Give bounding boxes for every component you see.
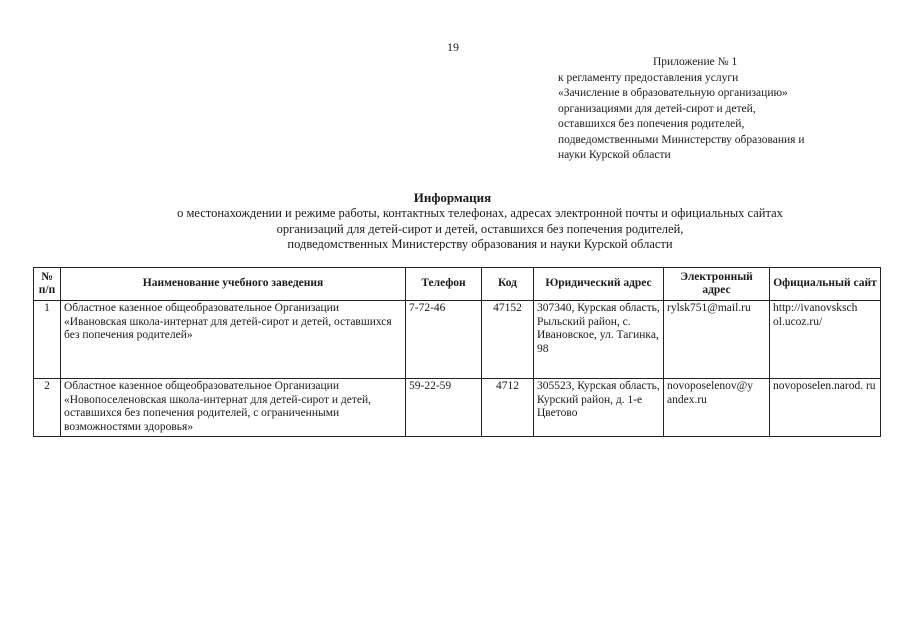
appendix-line: организациями для детей-сирот и детей, [558,102,756,115]
cell-name: Областное казенное общеобразовательное Организации «Ивановская школа-интернат для детей-сирот и детей, оставшихся без попечения родителей» [61,301,406,379]
table-header-row [34,268,881,301]
appendix-line: «Зачисление в образовательную организацию» [558,87,788,99]
subtitle-line: организаций для детей-сирот и детей, оставшихся без попечения родителей, [276,221,684,236]
document-subtitle [60,206,900,253]
cell-code: 47152 [482,301,534,379]
appendix-block [558,55,858,164]
cell-website[interactable]: http://ivanovsksch ol.ucoz.ru/ [770,301,881,379]
cell-legal-address: 307340, Курская область, Рыльский район, с. Ивановское, ул. Тагинка, 98 [534,301,664,379]
header-code: Код [482,268,534,301]
appendix-title: Приложение № 1 [653,56,738,68]
header-email: Электронный адрес [664,268,770,301]
header-legal-address: Юридический адрес [534,268,664,301]
appendix-line: к регламенту предоставления услуги [558,71,739,84]
subtitle-line: о местонахождении и режиме работы, контактных телефонах, адресах электронной почты и официальных сайтах [177,206,783,220]
page-number: 19 [447,40,459,54]
subtitle-line: подведомственных Министерству образования и науки Курской области [287,237,673,251]
cell-email[interactable]: rylsk751@mail.ru [664,301,770,379]
header-phone: Телефон [406,268,482,301]
cell-legal-address: 305523, Курская область, Курский район, д. 1-е Цветово [534,379,664,437]
cell-name: Областное казенное общеобразовательное Организации «Новопоселеновская школа-интернат для детей-сирот и детей, оставшихся без попечения родителей, с ограниченными возможностями здоровья» [61,379,406,437]
cell-phone: 59-22-59 [406,379,482,437]
document-title: Информация [413,190,492,205]
cell-num: 1 [34,301,61,379]
cell-website[interactable]: novoposelen.narod. ru [770,379,881,437]
header-num: № п/п [34,268,61,301]
appendix-line: подведомственными Министерству образования и [558,133,805,146]
header-name: Наименование учебного заведения [61,268,406,301]
appendix-line: оставшихся без попечения родителей, [558,118,745,130]
cell-phone: 7-72-46 [406,301,482,379]
cell-code: 4712 [482,379,534,437]
institutions-table [33,267,881,437]
cell-email[interactable]: novoposelenov@y andex.ru [664,379,770,437]
table-row [34,379,881,437]
table-row [34,301,881,379]
cell-num: 2 [34,379,61,437]
header-website: Официальный сайт [770,268,881,301]
appendix-line: науки Курской области [558,149,671,161]
